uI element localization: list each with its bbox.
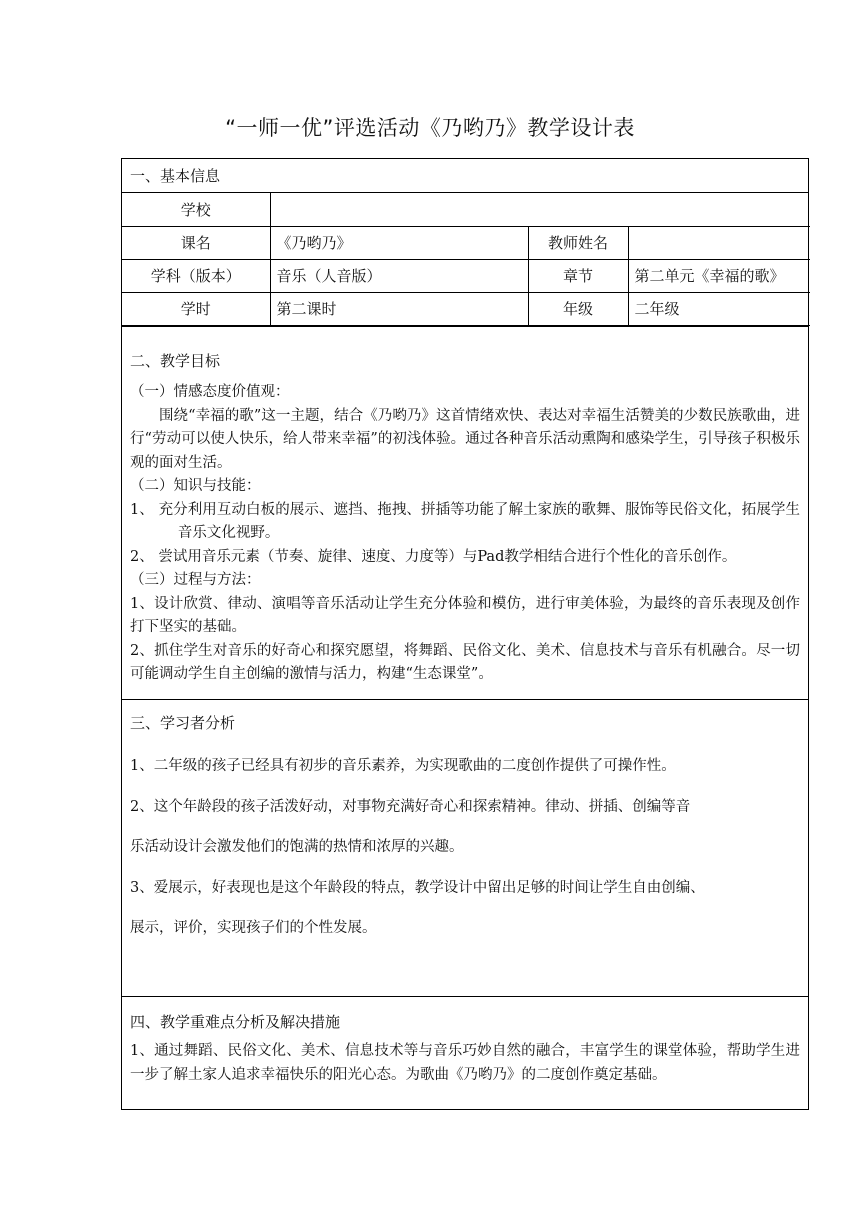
objectives-heading: 二、教学目标 (130, 351, 221, 370)
subject-row (122, 259, 810, 292)
period-label: 学时 (122, 292, 270, 325)
emotion-text: 围绕“幸福的歌”这一主题，结合《乃哟乃》这首情绪欢快、表达对幸福生活赞美的少数民族歌曲，进行“劳动可以使人快乐，给人带来幸福”的初浅体验。通过各种音乐活动熏陶和感染学生，引导孩子积极乐观的面对生活。 (130, 407, 800, 471)
school-value (270, 193, 810, 226)
process-heading: （三）过程与方法： (130, 572, 261, 588)
grade-value: 二年级 (628, 292, 810, 325)
emotion-heading: （一）情感态度价值观： (130, 384, 290, 400)
learner-item-1: 1、二年级的孩子已经具有初步的音乐素养，为实现歌曲的二度创作提供了可操作性。 (130, 758, 676, 774)
knowledge-item-2: 2、 尝试用音乐元素（节奏、旋律、速度、力度等）与Pad教学相结合进行个性化的音乐创作。 (130, 548, 737, 565)
period-row (122, 292, 810, 325)
grade-label: 年级 (528, 292, 628, 325)
chapter-value: 第二单元《幸福的歌》 (628, 259, 810, 292)
difficulties-heading: 四、教学重难点分析及解决措施 (130, 1012, 341, 1031)
difficulties-item-1: 1、通过舞蹈、民俗文化、美术、信息技术等与音乐巧妙自然的融合，丰富学生的课堂体验，帮助学生进一步了解土家人追求幸福快乐的阳光心态。为歌曲《乃哟乃》的二度创作奠定基础。 (130, 1043, 800, 1083)
difficulties-section (122, 996, 808, 1109)
period-value: 第二课时 (270, 292, 528, 325)
school-label: 学校 (122, 193, 270, 226)
basic-info-table (122, 193, 810, 326)
school-row (122, 193, 810, 226)
document-title: “一师一优”评选活动《乃哟乃》教学设计表 (225, 116, 635, 140)
objectives-section (122, 326, 808, 699)
design-table (121, 158, 809, 1110)
learner-item-2b: 乐活动设计会激发他们的饱满的热情和浓厚的兴趣。 (130, 839, 464, 855)
learner-item-3a: 3、爱展示，好表现也是这个年龄段的特点，教学设计中留出足够的时间让学生自由创编、 (130, 879, 705, 896)
learner-item-3b: 展示，评价，实现孩子们的个性发展。 (130, 920, 377, 936)
process-item-2: 2、抓住学生对音乐的好奇心和探究愿望，将舞蹈、民俗文化、美术、信息技术与音乐有机融合。尽一切可能调动学生自主创编的激情与活力，构建“生态课堂”。 (130, 642, 800, 682)
process-item-1: 1、设计欣赏、律动、演唱等音乐活动让学生充分体验和模仿，进行审美体验，为最终的音乐表现及创作打下坚实的基础。 (130, 595, 800, 635)
knowledge-heading: （二）知识与技能： (130, 478, 261, 494)
teacher-label: 教师姓名 (528, 226, 628, 259)
learner-heading: 三、学习者分析 (130, 713, 236, 732)
chapter-label: 章节 (528, 259, 628, 292)
course-row (122, 226, 810, 259)
learner-section (122, 699, 808, 996)
course-label: 课名 (122, 226, 270, 259)
teacher-value (628, 226, 810, 259)
learner-item-2a: 2、这个年龄段的孩子活泼好动，对事物充满好奇心和探索精神。律动、拼插、创编等音 (130, 798, 691, 815)
knowledge-item-1: 1、 充分利用互动白板的展示、遮挡、拖拽、拼插等功能了解土家族的歌舞、服饰等民俗文化，拓展学生音乐文化视野。 (130, 501, 800, 541)
course-value: 《乃哟乃》 (270, 226, 528, 259)
subject-label: 学科（版本） (122, 259, 270, 292)
subject-value: 音乐（人音版） (270, 259, 528, 292)
basic-info-heading: 一、基本信息 (122, 159, 808, 193)
